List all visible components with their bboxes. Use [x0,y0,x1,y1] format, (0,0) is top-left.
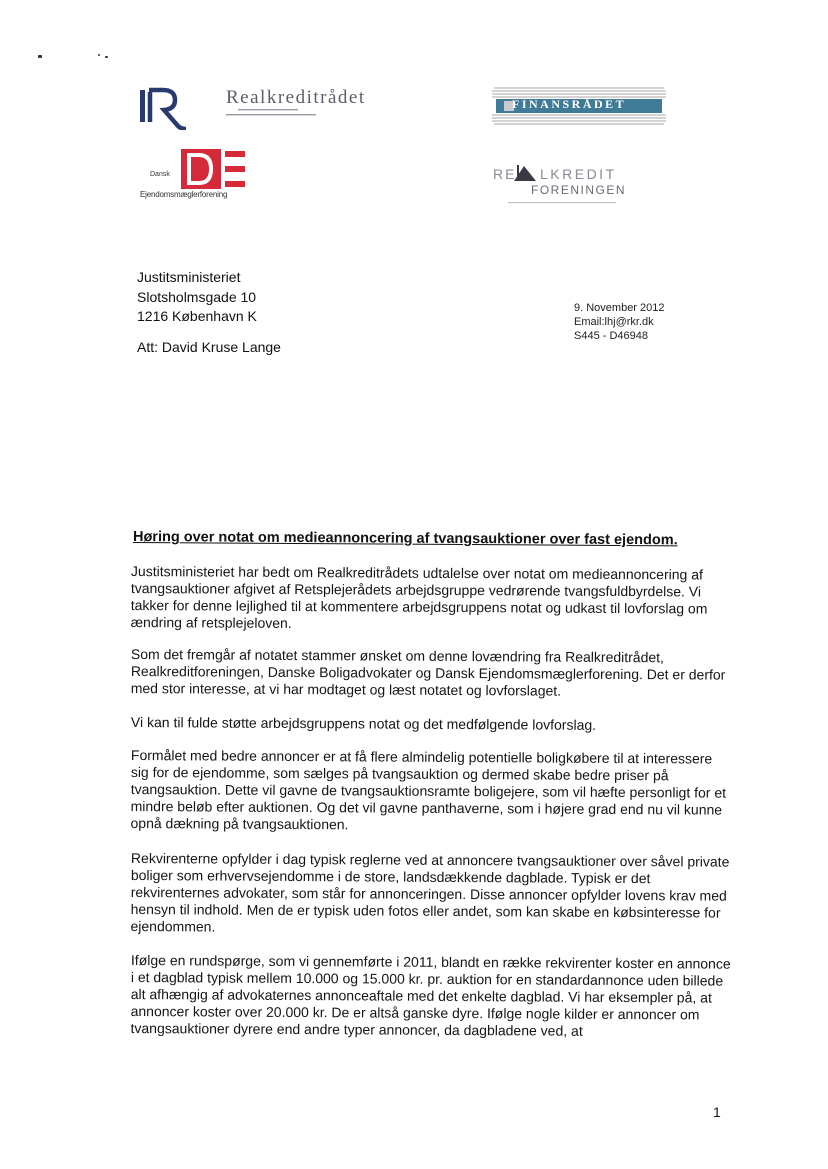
realkreditraadet-logo-tagline [226,109,336,118]
recipient-address [137,268,257,327]
scan-speck [98,54,100,56]
dansk-ejendomsmaeglerforening-logo-dansk: Dansk [150,171,170,178]
letter-meta [574,301,665,343]
body-paragraph: Justitsministeriet har bedt om Realkreditrådets udtalelse over notat om medieannoncering af tvangsauktioner afgivet af Retsplejerådets arbejdsgruppe vedrørende tvangsfuldbyrdelse. Vi takker for denne lejlighed til at kommentere arbejdsgruppens notat og udkast til lovforslag om ændring af retsplejeloven. [130,563,708,631]
letter-email: Email:lhj@rkr.dk [574,316,654,328]
letter-heading: Høring over notat om medieannoncering af tvangsauktioner over fast ejendom. [132,529,678,549]
realkreditforeningen-logo-mark [512,164,538,182]
body-paragraph: Vi kan til fulde støtte arbejdsgruppens notat og det medfølgende lovforslag. [130,714,597,733]
dansk-ejendomsmaeglerforening-logo-name: Ejendomsmæglerforening [140,190,228,199]
realkreditforeningen-logo-kredit: LKREDIT [540,166,617,182]
body-paragraph: Rekvirenterne opfylder i dag typisk reglerne ved at annoncere tvangsauktioner over såvel private boliger som erhvervsejendomme i de store, landsdækkende dagblade. Typisk er det rekvirenternes advokater, som står for annonceringen. Disse annoncer opfylder lovens krav med hensyn til indhold. Men de er typisk uden fotos eller andet, som kan skabe en købsinteresse for ejendommen. [130,850,730,935]
finansraadet-logo-name: FINANSRÅDET [512,97,627,111]
recipient-street: Slotsholmsgade 10 [137,288,257,305]
letter-reference: S445 - D46948 [574,330,648,342]
dansk-ejendomsmaeglerforening-logo-mark [181,149,245,189]
scan-speck [105,56,108,58]
body-paragraph: Formålet med bedre annoncer er at få flere almindelig potentielle boligkøbere til at interessere sig for de ejendomme, som sælges på tvangsauktion og dermed skabe bedre priser på tvangsauktion. Dette vil gavne de tvangsauktionsramte boligejere, som vil hæfte personligt for et mindre beløb efter auktionen. Og det vil gavne panthaverne, som i højere grad end nu vil kunne opnå dækning på tvangsauktionen. [130,747,727,833]
page-number: 1 [713,1104,721,1120]
body-paragraph: Som det fremgår af notatet stammer ønsket om denne lovændring fra Realkreditrådet, Realkreditforeningen, Danske Boligadvokater og Dansk Ejendomsmæglerforening. Det er derfor med stor interesse, at vi har modtaget og læst notatet og lovforslaget. [130,646,726,699]
recipient-name: Justitsministeriet [137,269,241,285]
realkreditforeningen-logo-re: RE [493,166,517,182]
recipient-city: 1216 København K [137,308,257,324]
realkreditforeningen-logo-foreningen: FORENINGEN [531,183,627,197]
attention-line: Att: David Kruse Lange [137,339,281,355]
letter-date: 9. November 2012 [574,302,665,314]
realkreditforeningen-logo-tagline [508,200,616,206]
realkreditraadet-logo-mark [138,86,192,130]
body-paragraph: Ifølge en rundspørge, som vi gennemførte i 2011, blandt en række rekvirenter koster en annonce i et dagblad typisk mellem 10.000 og 15.000 kr. pr. auktion for en standardannonce uden billede alt afhængig af advokaternes annonceaftale med det enkelte dagblad. Vi har eksempler på, at annoncer koster over 20.000 kr. De er altså ganske dyre. Ifølge nogle kilder er annoncer om tvangsauktioner dyrere end andre typer annoncer, da dagbladene ved, at [130,952,731,1039]
scan-speck [38,55,42,58]
realkreditraadet-logo-name: Realkreditrådet [226,87,366,108]
